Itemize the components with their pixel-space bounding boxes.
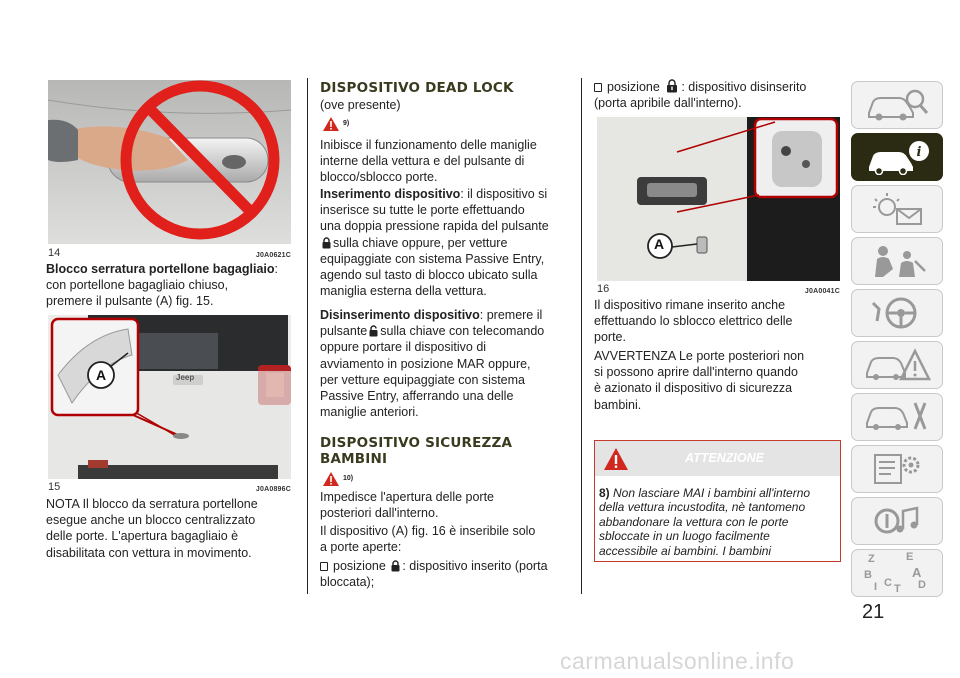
- activation-text-cont: sulla chiave oppure, per vetture equipaggiate con sistema Passive Entry, agendo sul tasto di blocco ubicato sulla maniglia esterna della vettura.: [320, 235, 545, 299]
- steering-wheel-icon: [863, 295, 931, 331]
- child-safety-usage: Il dispositivo (A) fig. 16 è inseribile solo a porte aperte:: [320, 524, 536, 555]
- lights-message-icon: [863, 191, 931, 227]
- car-service-icon: [863, 399, 931, 435]
- ref-number: 10): [343, 474, 354, 482]
- index-letter: A: [912, 565, 922, 580]
- dead-lock-description: Inibisce il funzionamento delle maniglie interne della vettura e del pulsante di blocco/sblocco porte.: [320, 138, 537, 185]
- index-letter: Z: [868, 553, 875, 565]
- lock-closed-icon: [322, 237, 331, 249]
- figure-code: J0A0621C: [255, 252, 291, 259]
- warning-triangle-icon: [322, 116, 340, 132]
- sidebar-tab-car-info[interactable]: [851, 133, 943, 181]
- heading-line: BAMBINI: [320, 451, 388, 467]
- lock-open-icon: [665, 79, 679, 93]
- index-letter: D: [918, 579, 926, 591]
- index-letter: B: [864, 569, 872, 581]
- sidebar-tab-car-search[interactable]: [851, 81, 943, 129]
- position-locked-text: : dispositivo inserito (porta: [402, 559, 548, 573]
- car-info-icon: [863, 139, 931, 175]
- sidebar-tab-safety[interactable]: [851, 237, 943, 285]
- sidebar-tab-service[interactable]: [851, 393, 943, 441]
- index-letter: C: [884, 577, 892, 589]
- position-label: posizione: [333, 559, 386, 573]
- lock-open-icon: [369, 325, 378, 337]
- warning-ref-10: [322, 470, 353, 488]
- figure-16-caption: [597, 283, 840, 295]
- dead-lock-heading: DISPOSITIVO DEAD LOCK: [320, 80, 514, 96]
- specs-settings-icon: [863, 451, 931, 487]
- sidebar-tab-technical-data[interactable]: [851, 445, 943, 493]
- activation-title: Inserimento dispositivo: [320, 187, 461, 201]
- column-divider: [307, 78, 308, 594]
- figure-number: 16: [597, 283, 610, 295]
- index-letter: I: [874, 581, 878, 593]
- dead-lock-deactivation-paragraph: [320, 307, 575, 420]
- car-search-icon: [863, 87, 931, 123]
- sidebar-tab-starting-driving[interactable]: [851, 289, 943, 337]
- callout-a: A: [96, 367, 107, 383]
- callout-a: A: [654, 236, 665, 252]
- child-lock-warning-paragraph: AVVERTENZA Le porte posteriori non si possono aprire dall'interno quando è azionato il dispositivo di sicurezza bambini.: [594, 349, 805, 412]
- index-letter: E: [906, 551, 914, 563]
- position-unlocked-item: [594, 79, 844, 111]
- attention-number: 8): [599, 486, 610, 500]
- attention-text: [599, 486, 837, 558]
- activation-text: : il dispositivo si inserisce su tutte le porte effettuando una doppia pressione rapida del pulsante: [320, 187, 549, 234]
- checkbox-bullet-icon: [594, 83, 602, 92]
- sidebar-tab-lights-messages[interactable]: [851, 185, 943, 233]
- checkbox-bullet-icon: [320, 562, 328, 571]
- watermark: carmanualsonline.info: [560, 648, 795, 674]
- attention-title: ATTENZIONE: [685, 451, 764, 465]
- position-unlocked-text: : dispositivo disinserito: [681, 80, 807, 94]
- svg-text:i: i: [916, 145, 922, 160]
- deactivation-title: Disinserimento dispositivo: [320, 308, 480, 322]
- sidebar-tab-emergency[interactable]: [851, 341, 943, 389]
- figure-15-tailgate-photo: [48, 315, 291, 479]
- deactivation-text: : premere il pulsante: [320, 308, 543, 339]
- warning-triangle-icon: [603, 447, 629, 471]
- column-divider: [581, 78, 582, 594]
- figure-code: J0A0041C: [804, 288, 840, 295]
- sidebar-tab-index[interactable]: [851, 549, 943, 597]
- figure-code: J0A0896C: [255, 486, 291, 493]
- position-unlocked-text-cont: (porta apribile dall'interno).: [594, 96, 742, 111]
- attention-body: Non lasciare MAI i bambini all'interno della vettura incustodita, nè tantomeno abbandonare la vettura con le porte sbloccate in un luogo facilmente accessibile ai bambini. I bambini: [599, 486, 811, 558]
- heading-line: DISPOSITIVO SICUREZZA: [320, 435, 513, 451]
- tailgate-lock-title: Blocco serratura portellone bagagliaio: [46, 262, 275, 276]
- deactivation-text-cont: sulla chiave con telecomando oppure portare il dispositivo di avviamento in posizione MAR oppure, per vetture equipaggiate con sistema Passive Entry, afferrando una delle maniglie anteriori.: [320, 324, 545, 420]
- sidebar-tab-multimedia[interactable]: [851, 497, 943, 545]
- tailgate-lock-paragraph: [46, 261, 296, 310]
- child-safety-description: Impedisce l'apertura delle porte posteriori dall'interno.: [320, 490, 495, 521]
- multimedia-icon: [863, 503, 931, 539]
- tailgate-lock-text: : con portellone bagagliaio chiuso, premere il pulsante (A) fig. 15.: [46, 262, 279, 309]
- tailgate-note-paragraph: NOTA Il blocco da serratura portellone esegue anche un blocco centralizzato delle porte. L'apertura bagagliaio è disabilitata con vettura in movimento.: [46, 497, 258, 560]
- position-label: posizione: [607, 80, 660, 94]
- figure-15-caption: [48, 481, 291, 493]
- dead-lock-activation-paragraph: [320, 186, 575, 299]
- figure-number: 14: [48, 247, 61, 259]
- attention-box: [594, 440, 841, 562]
- warning-ref-9: [322, 115, 349, 133]
- child-seat-safety-icon: [863, 243, 931, 279]
- dead-lock-subtitle: (ove presente): [320, 98, 401, 112]
- position-locked-item: [320, 558, 575, 590]
- figure-14-door-handle-photo: [48, 80, 291, 244]
- page-number: 21: [862, 601, 885, 623]
- car-warning-icon: [863, 347, 931, 383]
- lock-closed-icon: [391, 560, 400, 572]
- position-locked-text-cont: bloccata);: [320, 575, 375, 590]
- ref-number: 9): [343, 119, 350, 127]
- child-safety-heading: [320, 435, 512, 467]
- figure-14-caption: [48, 247, 291, 259]
- figure-16-child-lock-photo: [597, 117, 840, 281]
- warning-triangle-icon: [322, 471, 340, 487]
- alphabetical-index-icon: [862, 551, 932, 595]
- jeep-badge: Jeep: [176, 373, 195, 382]
- child-lock-note: Il dispositivo rimane inserito anche effettuando lo sblocco elettrico delle porte.: [594, 298, 793, 345]
- figure-number: 15: [48, 481, 61, 493]
- index-letter: T: [894, 583, 901, 595]
- attention-header: [595, 441, 840, 476]
